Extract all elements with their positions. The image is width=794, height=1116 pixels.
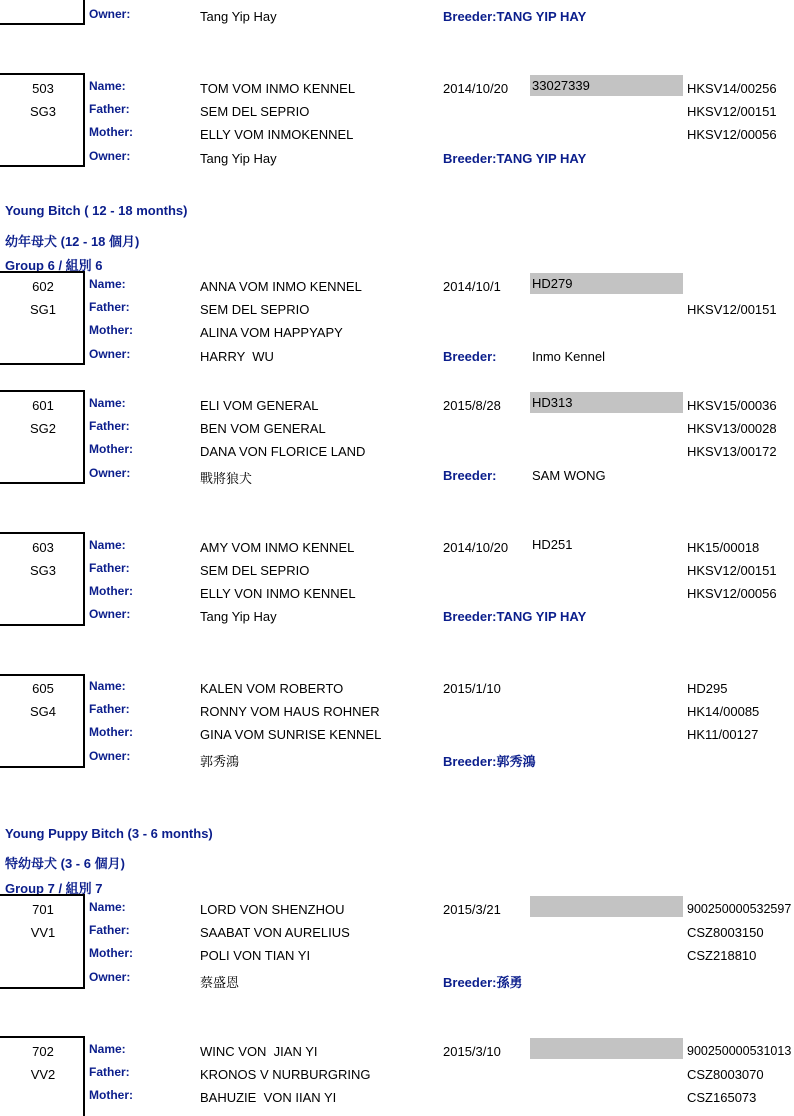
mother-registration: HK11/00127	[687, 727, 759, 742]
mother-name: DANA VON FLORICE LAND	[200, 444, 366, 459]
registration-number: 900250000532597	[687, 902, 792, 916]
chip-number-cell	[530, 896, 683, 917]
entry-grade: SG2	[29, 421, 56, 436]
section-title: Young Puppy Bitch (3 - 6 months)	[5, 826, 213, 841]
breeder-value: Breeder:TANG YIP HAY	[443, 609, 587, 624]
birth-date: 2014/10/20	[443, 540, 509, 555]
entry-number: 503	[32, 81, 54, 96]
registration-number: HK15/00018	[687, 540, 760, 555]
owner-label: Owner:	[89, 7, 131, 21]
breeder-value: Inmo Kennel	[532, 349, 605, 364]
mother-label: Mother:	[89, 125, 133, 139]
owner-value: Tang Yip Hay	[200, 151, 277, 166]
name-label: Name:	[89, 1042, 126, 1056]
dog-name: WINC VON JIAN YI	[200, 1044, 318, 1059]
entry-number: 602	[32, 279, 54, 294]
birth-date: 2015/8/28	[443, 398, 501, 413]
breeder-value: Breeder:孫勇	[443, 975, 523, 990]
entry-number: 603	[32, 540, 54, 555]
mother-name: ELLY VOM INMOKENNEL	[200, 127, 354, 142]
breeder-value: Breeder:TANG YIP HAY	[443, 151, 587, 166]
father-registration: HKSV12/00151	[687, 302, 777, 317]
father-name: SAABAT VON AURELIUS	[200, 925, 350, 940]
section-title: Young Bitch ( 12 - 18 months)	[5, 203, 188, 218]
father-registration: CSZ8003070	[687, 1067, 764, 1082]
chip-number: HD279	[530, 273, 683, 294]
mother-label: Mother:	[89, 725, 133, 739]
father-label: Father:	[89, 419, 130, 433]
dog-name: KALEN VOM ROBERTO	[200, 681, 344, 696]
owner-value: Tang Yip Hay	[200, 609, 277, 624]
registration-number: HKSV15/00036	[687, 398, 777, 413]
entry-grade: SG3	[29, 104, 56, 119]
father-registration: HKSV12/00151	[687, 563, 777, 578]
birth-date: 2015/3/21	[443, 902, 501, 917]
breeder-label: Breeder:	[443, 468, 497, 483]
father-label: Father:	[89, 561, 130, 575]
father-registration: HK14/00085	[687, 704, 760, 719]
entry-grade: SG3	[29, 563, 56, 578]
owner-label: Owner:	[89, 970, 131, 984]
breeder-value: Breeder:TANG YIP HAY	[443, 9, 587, 24]
owner-value: HARRY WU	[200, 349, 274, 364]
owner-value: 郭秀鴻	[200, 754, 240, 769]
name-label: Name:	[89, 679, 126, 693]
mother-name: POLI VON TIAN YI	[200, 948, 311, 963]
mother-name: GINA VOM SUNRISE KENNEL	[200, 727, 382, 742]
mother-name: BAHUZIE VON IIAN YI	[200, 1090, 337, 1105]
father-label: Father:	[89, 102, 130, 116]
mother-registration: HKSV12/00056	[687, 127, 777, 142]
entry-grade: SG4	[29, 704, 56, 719]
birth-date: 2015/1/10	[443, 681, 501, 696]
group-heading: Group 7 / 組別 7	[5, 881, 103, 896]
mother-label: Mother:	[89, 442, 133, 456]
father-registration: HKSV12/00151	[687, 104, 777, 119]
father-registration: CSZ8003150	[687, 925, 764, 940]
owner-label: Owner:	[89, 149, 131, 163]
mother-label: Mother:	[89, 323, 133, 337]
section-title-chinese: 幼年母犬 (12 - 18 個月)	[5, 234, 140, 249]
mother-registration: CSZ218810	[687, 948, 757, 963]
entry-grade: VV2	[30, 1067, 56, 1082]
registration-number: HD295	[687, 681, 728, 696]
entry-box	[0, 0, 85, 25]
name-label: Name:	[89, 277, 126, 291]
dog-name: LORD VON SHENZHOU	[200, 902, 345, 917]
mother-label: Mother:	[89, 946, 133, 960]
owner-label: Owner:	[89, 749, 131, 763]
father-name: RONNY VOM HAUS ROHNER	[200, 704, 380, 719]
father-label: Father:	[89, 923, 130, 937]
entry-grade: VV1	[30, 925, 56, 940]
owner-label: Owner:	[89, 347, 131, 361]
birth-date: 2014/10/1	[443, 279, 501, 294]
owner-label: Owner:	[89, 466, 131, 480]
breeder-value: SAM WONG	[532, 468, 606, 483]
breeder-label: Breeder:	[443, 349, 497, 364]
father-name: SEM DEL SEPRIO	[200, 104, 310, 119]
name-label: Name:	[89, 396, 126, 410]
owner-value: 蔡盛恩	[200, 975, 240, 990]
dog-name: AMY VOM INMO KENNEL	[200, 540, 355, 555]
birth-date: 2015/3/10	[443, 1044, 501, 1059]
registration-number: 900250000531013	[687, 1044, 792, 1058]
dog-name: ANNA VOM INMO KENNEL	[200, 279, 362, 294]
owner-value: 戰將狼犬	[200, 471, 253, 486]
birth-date: 2014/10/20	[443, 81, 509, 96]
mother-label: Mother:	[89, 1088, 133, 1102]
mother-name: ALINA VOM HAPPYAPY	[200, 325, 343, 340]
entry-number: 701	[32, 902, 54, 917]
entry-number: 605	[32, 681, 54, 696]
mother-registration: HKSV13/00172	[687, 444, 777, 459]
chip-number-cell	[530, 1038, 683, 1059]
father-label: Father:	[89, 1065, 130, 1079]
father-label: Father:	[89, 300, 130, 314]
name-label: Name:	[89, 79, 126, 93]
chip-number: 33027339	[530, 75, 683, 96]
entry-number: 702	[32, 1044, 54, 1059]
owner-value: Tang Yip Hay	[200, 9, 277, 24]
father-name: KRONOS V NURBURGRING	[200, 1067, 371, 1082]
registration-number: HKSV14/00256	[687, 81, 777, 96]
entry-number: 601	[32, 398, 54, 413]
father-label: Father:	[89, 702, 130, 716]
mother-registration: HKSV12/00056	[687, 586, 777, 601]
father-name: SEM DEL SEPRIO	[200, 563, 310, 578]
chip-number: HD251	[532, 537, 573, 552]
chip-number: HD313	[530, 392, 683, 413]
entry-grade: SG1	[29, 302, 56, 317]
father-name: SEM DEL SEPRIO	[200, 302, 310, 317]
section-title-chinese: 特幼母犬 (3 - 6 個月)	[5, 856, 125, 871]
breeder-value: Breeder:郭秀鴻	[443, 754, 536, 769]
name-label: Name:	[89, 900, 126, 914]
mother-label: Mother:	[89, 584, 133, 598]
father-name: BEN VOM GENERAL	[200, 421, 326, 436]
owner-label: Owner:	[89, 607, 131, 621]
dog-name: TOM VOM INMO KENNEL	[200, 81, 356, 96]
dog-name: ELI VOM GENERAL	[200, 398, 319, 413]
mother-registration: CSZ165073	[687, 1090, 757, 1105]
group-heading: Group 6 / 組別 6	[5, 258, 103, 273]
father-registration: HKSV13/00028	[687, 421, 777, 436]
name-label: Name:	[89, 538, 126, 552]
mother-name: ELLY VON INMO KENNEL	[200, 586, 356, 601]
